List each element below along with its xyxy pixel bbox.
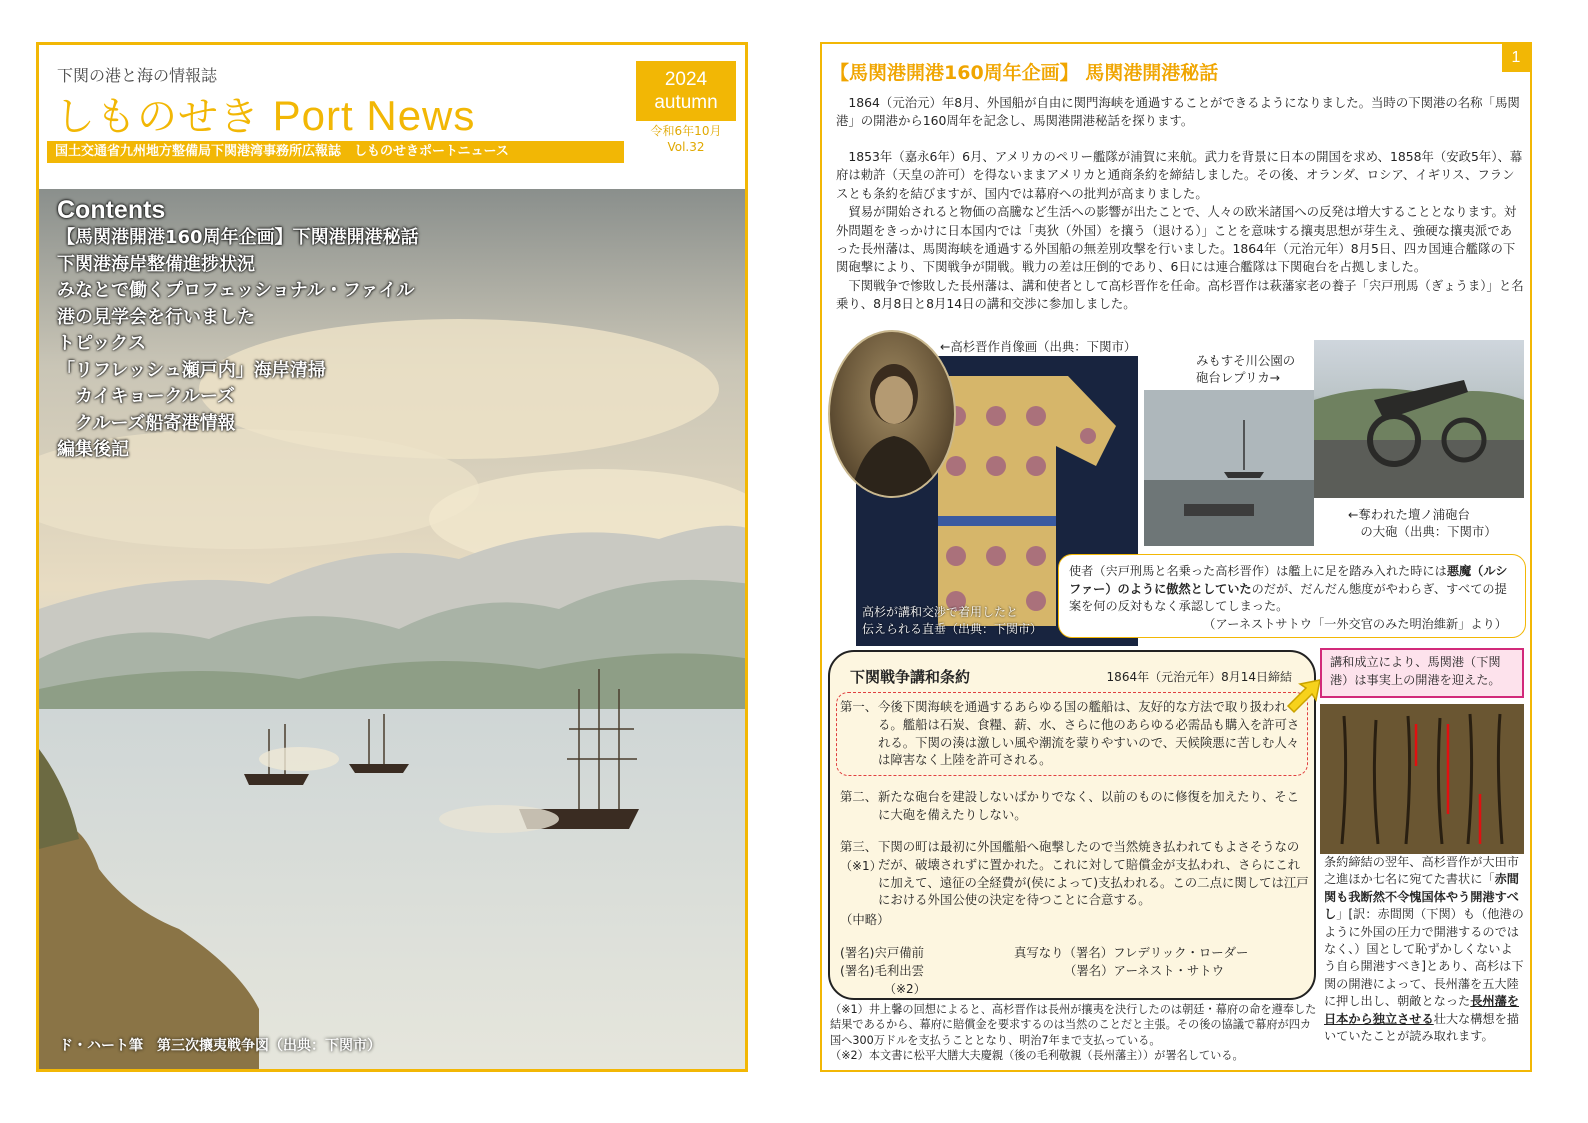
replica-cannon-photo [1144, 390, 1314, 546]
issue-year-box [636, 61, 736, 121]
treaty-clause [840, 698, 1310, 769]
letter-explanation [1324, 854, 1524, 1045]
quote-text-post: のだが、だんだん態度がやわらぎ、すべての提案を何の反対もなく承認してしまった。 [1069, 581, 1507, 613]
cover-page [36, 42, 748, 1072]
signature: (署名)宍戸備前 [840, 945, 925, 960]
satow-quote-box [1058, 554, 1526, 638]
footnote: （※1）井上馨の回想によると、高杉晋作は長州が攘夷を決行したのは朝廷・幕府の命を遵奉した結果であるから、幕府に賠償金を要求するのは当然のことだと主張。その後の協議で幕府が四カ国へ300万ドルを支払うこととなり、明治7年まで支払っている。 [830, 1003, 1317, 1047]
issue-info [641, 123, 731, 155]
body-paragraph: 下関戦争で惨敗した長州藩は、講和使者として高杉晋作を任命。高杉晋作は萩藩家老の養子「宍戸刑馬（ぎょうま）」と名乗り、8月8日と8月14日の講和交渉に参加しました。 [836, 277, 1524, 312]
letter-quote: 赤間関も我断然不令愧国体やう開港すべし [1324, 872, 1519, 922]
signature: （署名）アーネスト・サトウ [1064, 963, 1225, 978]
takasugi-portrait [828, 330, 956, 498]
contents-item[interactable]: 下関港海岸整備進捗状況 [57, 253, 255, 275]
treaty-date: 1864年（元治元年）8月14日締結 [1106, 670, 1292, 684]
masthead [39, 45, 745, 189]
tagline: 下関の港と海の情報誌 [57, 66, 218, 85]
contents-item[interactable]: クルーズ船寄港情報 [57, 412, 236, 434]
clause-number: 第二、 [840, 789, 878, 804]
issue-year: 2024 [664, 69, 708, 90]
contents-item[interactable]: 編集後記 [57, 439, 129, 460]
replica-caption: みもすそ川公園の 砲台レプリカ→ [1196, 353, 1296, 385]
opening-note-box: 講和成立により、馬関港（下関港）は事実上の開港を迎えた。 [1320, 648, 1524, 698]
body-paragraph: 1853年（嘉永6年）6月、アメリカのペリー艦隊が浦賀に来航。武力を背景に日本の開国を求め、1858年（安政5年）、幕府は勅許（天皇の許可）を得ないままアメリカと通商条約を締結しました。その後、オランダ、ロシア、イギリス、フランスとも条約を結びますが、国内では幕府への批判が高まりました。 [836, 149, 1523, 201]
quote-text-bold: 悪魔（ルシファー）のように傲然としていた [1069, 564, 1508, 596]
letter-text-post: 壮大な構想を描いていたことが読み取れます。 [1324, 1011, 1519, 1044]
letter-text-mid: 」[訳：赤間関（下関）も（他港のように外国の圧力で開港するのではなく、）国として恥ずかしくないよう自ら開港すべき]とあり、高杉は下関の開港によって、長州藩を五大陸に押し出し、朝敵となった [1324, 907, 1524, 1009]
signature: 真写なり（署名）フレデリック・ローダー [1014, 945, 1249, 960]
quote-text-pre: 使者（宍戸刑馬と名乗った高杉晋作）は艦上に足を踏み入れた時には [1069, 564, 1447, 578]
treaty-clause [840, 788, 1310, 824]
signature: (署名)毛利出雲 [840, 963, 925, 978]
intro-paragraph: 1864（元治元）年8月、外国船が自由に関門海峡を通過することができるようになりました。当時の下関港の名称「馬関港」の開港から160周年を記念し、馬関港開港秘話を探ります。 [836, 95, 1520, 129]
publisher-bar: 国土交通省九州地方整備局下関港湾事務所広報誌 しものせきポートニュース [47, 141, 624, 163]
clause-text: 今後下関海峡を通過するあらゆる国の艦船は、友好的な方法で取り扱われる。艦船は石炭、食糧、薪、水、さらに他のあらゆる必需品も購入を許可される。下関の湊は激しい風や潮流を蒙りやすいので、天候険悪に苦しむ人々は障害なく上陸を許可される。 [878, 699, 1300, 768]
contents-item[interactable]: みなとで働くプロフェッショナル・ファイル [57, 280, 415, 301]
kimono-caption: 高杉が講和交渉で着用したと 伝えられる直垂（出典：下関市） [862, 605, 1043, 636]
article-title: 【馬関港開港160周年企画】 馬関港開港秘話 [830, 62, 1219, 84]
contents-item[interactable]: 港の見学会を行いました [57, 306, 255, 328]
issue-season: autumn [654, 92, 718, 113]
cannon-caption: ←奪われた壇ノ浦砲台 の大砲（出典：下関市） [1348, 507, 1497, 539]
dannoura-cannon-photo [1314, 340, 1524, 498]
quote-source: （アーネストサトウ「一外交官のみた明治維新」より） [1203, 616, 1507, 631]
arrow-icon [1284, 676, 1324, 716]
treaty-box [828, 650, 1316, 1000]
page-number: 1 [1502, 44, 1530, 72]
clause-text: 下関の町は最初に外国艦船へ砲撃したので当然焼き払われてもよさそうなのだが、破壊されずに置かれた。これに対して賠償金が支払われ、さらにこれに加えて、遠征の全経費が(侯によって)支払われる。この二点に関しては江戸における外国公使の決定を待つことに合意する。 [878, 839, 1309, 908]
letter-photo [1320, 704, 1524, 854]
letter-text-pre: 条約締結の翌年、高杉晋作が大田市之進ほか七名に宛てた書状に「 [1324, 855, 1519, 887]
contents-title: Contents [57, 196, 166, 224]
contents-item[interactable]: 【馬関港開港160周年企画】下関港開港秘話 [57, 227, 419, 248]
treaty-title: 下関戦争講和条約 [850, 668, 971, 686]
portrait-caption: ←高杉晋作肖像画（出典：下関市） [940, 339, 1137, 354]
footnote-marker: （※1） [840, 859, 882, 873]
treaty-clause [840, 838, 1310, 909]
letter-emphasis: 長州藩を日本から独立させる [1324, 994, 1519, 1026]
issue-volume: Vol.32 [667, 140, 705, 154]
contents-item[interactable]: 「リフレッシュ瀬戸内」海岸清掃 [57, 359, 326, 381]
omission-mark: （中略） [840, 912, 890, 927]
contents-item[interactable]: トピックス [57, 333, 147, 354]
logo-english: Port News [272, 92, 476, 139]
logo-japanese: しものせき [55, 94, 260, 140]
clause-number: 第三、 [840, 839, 878, 854]
body-paragraph: 貿易が開始されると物価の高騰など生活への影響が出たことで、人々の欧米諸国への反発は増大することとなります。対外問題をきっかけに日本国内では「夷狄（外国）を攘う（退ける）」ことを意味する攘夷思想が芽生え、強硬な攘夷派であった長州藩は、馬関海峡を通過する外国船の無差別攻撃を行いました。1864年（元治元年）8月5日、四カ国連合艦隊の下関砲撃により、下関戦争が開戦。戦力の差は圧倒的であり、6日には連合艦隊は下関砲台を占拠しました。 [836, 204, 1517, 275]
issue-date: 令和6年10月 [650, 124, 722, 138]
footnotes [830, 1002, 1320, 1064]
magazine-logo [55, 85, 475, 142]
footnote-marker: （※2） [884, 982, 926, 996]
body-text [836, 148, 1524, 314]
clause-text: 新たな砲台を建設しないばかりでなく、以前のものに修復を加えたり、そこに大砲を備えたりしない。 [878, 789, 1300, 822]
painting-caption: ド・ハート筆 第三次攘夷戦争図（出典：下関市） [59, 1038, 381, 1054]
clause-number: 第一、 [840, 699, 878, 714]
article-page [820, 42, 1532, 1072]
contents-item[interactable]: カイキョークルーズ [57, 386, 236, 407]
contents-list [57, 195, 419, 464]
footnote: （※2）本文書に松平大膳大夫慶親（後の毛利敬親（長州藩主））が署名している。 [830, 1049, 1244, 1063]
